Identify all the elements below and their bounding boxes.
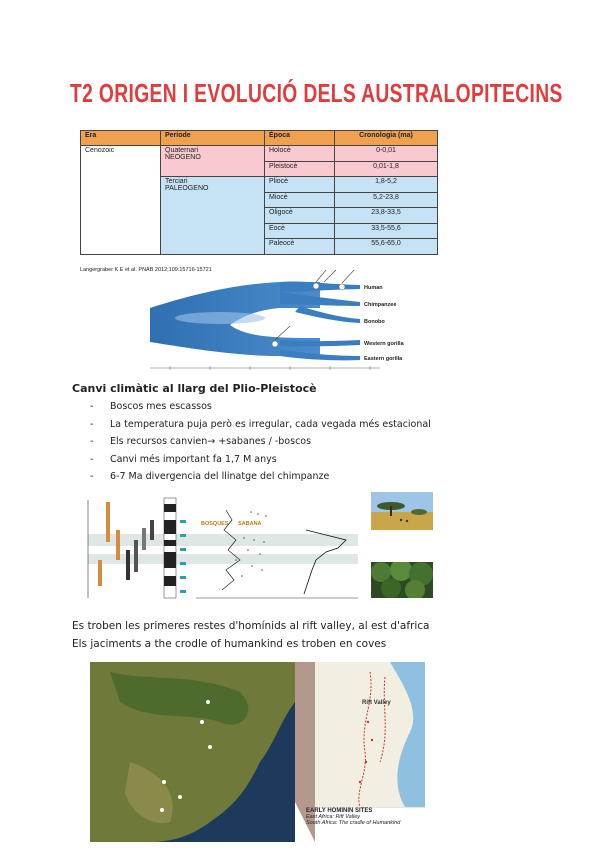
climate-band: [88, 534, 358, 546]
period-cell-terciari: [161, 177, 265, 255]
epoch-cell: Holocè: [265, 146, 335, 162]
range-cell: 33,5-55,6: [335, 223, 438, 239]
period-sub: PALEOGENO: [165, 185, 209, 192]
period-name: Terciari: [165, 178, 188, 185]
list-item: - 6-7 Ma divergencia del llinatge del chimpanze: [90, 471, 330, 482]
label-bosques: BOSQUES: [201, 521, 229, 527]
tree-label-bonobo: Bonobo: [364, 319, 385, 325]
period-sub: NEOGENO: [165, 154, 201, 161]
epoch-cell: Eocè: [265, 223, 335, 239]
range-cell: 55,6-65,0: [335, 239, 438, 255]
tree-label-chimpanzee: Chimpanzee: [364, 302, 397, 308]
header-chronology: Cronologia (ma): [335, 131, 438, 146]
era-cell: Cenozoic: [81, 146, 161, 255]
caption-line1: East Africa: Rift Valley: [306, 814, 360, 820]
epoch-cell: Pliocè: [265, 177, 335, 193]
caption-line2: South Africa: The cradle of Humankind: [306, 820, 401, 826]
table-header-row: [81, 131, 438, 146]
epoch-cell: Miocè: [265, 192, 335, 208]
list-item: - La temperatura puja però es irregular, cada vegada més estacional: [90, 418, 431, 430]
period-cell-quaternari: [161, 146, 265, 177]
caption-title: EARLY HOMININ SITES: [306, 808, 373, 814]
range-cell: 0,01-1,8: [335, 161, 438, 177]
table-row: [81, 146, 438, 162]
epoch-cell: Pleistocè: [265, 161, 335, 177]
savanna-photo: [371, 492, 433, 530]
label-sabana: SABANA: [238, 521, 262, 527]
range-cell: 0-0,01: [335, 146, 438, 162]
list-item: - Boscos mes escassos: [90, 401, 212, 412]
epoch-cell: Paleocè: [265, 239, 335, 255]
list-item: - Els recursos canvien→ +sabanes / -boscos: [90, 436, 312, 447]
range-cell: 1,8-5,2: [335, 177, 438, 193]
page-title: T2 ORIGEN I EVOLUCIÓ DELS AUSTRALOPITECINS: [70, 78, 563, 108]
rift-valley-label: Rift Valley: [362, 700, 391, 706]
header-period: Període: [161, 131, 265, 146]
polarity-column: [164, 498, 176, 598]
paragraph-rift-valley: Es troben les primeres restes d'homínids al rift valley, al est d'africa: [72, 620, 430, 632]
bullet-list: [90, 398, 431, 486]
header-era: Era: [81, 131, 161, 146]
tree-highlight: [175, 312, 265, 324]
tree-label-eastern-gorilla: Eastern gorilla: [364, 356, 403, 362]
tree-citation: Langergraber K E et al. PNAB 2012;109:15716-15721: [80, 267, 212, 273]
climate-hominin-figure: [76, 490, 366, 608]
forest-photo: [371, 562, 433, 598]
range-cell: 23,8-33,5: [335, 208, 438, 224]
section-heading: Canvi climàtic al llarg del Plio-Pleistocè: [72, 382, 317, 395]
tree-label-western-gorilla: Western gorilla: [364, 341, 404, 347]
tree-label-human: Human: [364, 285, 383, 291]
list-item: - Canvi més important fa 1,7 M anys: [90, 453, 277, 465]
branch-bonobo: [295, 306, 360, 323]
primate-phylogeny-diagram: [80, 270, 440, 375]
range-cell: 5,2-23,8: [335, 192, 438, 208]
geologic-time-table: [80, 130, 438, 255]
header-epoch: Època: [265, 131, 335, 146]
map-caption: [306, 808, 400, 826]
epoch-cell: Oligocè: [265, 208, 335, 224]
period-name: Quaternari: [165, 147, 199, 154]
paragraph-cradle: Els jaciments a the crodle of humankind es troben en coves: [72, 638, 387, 650]
branch-human: [280, 281, 360, 292]
